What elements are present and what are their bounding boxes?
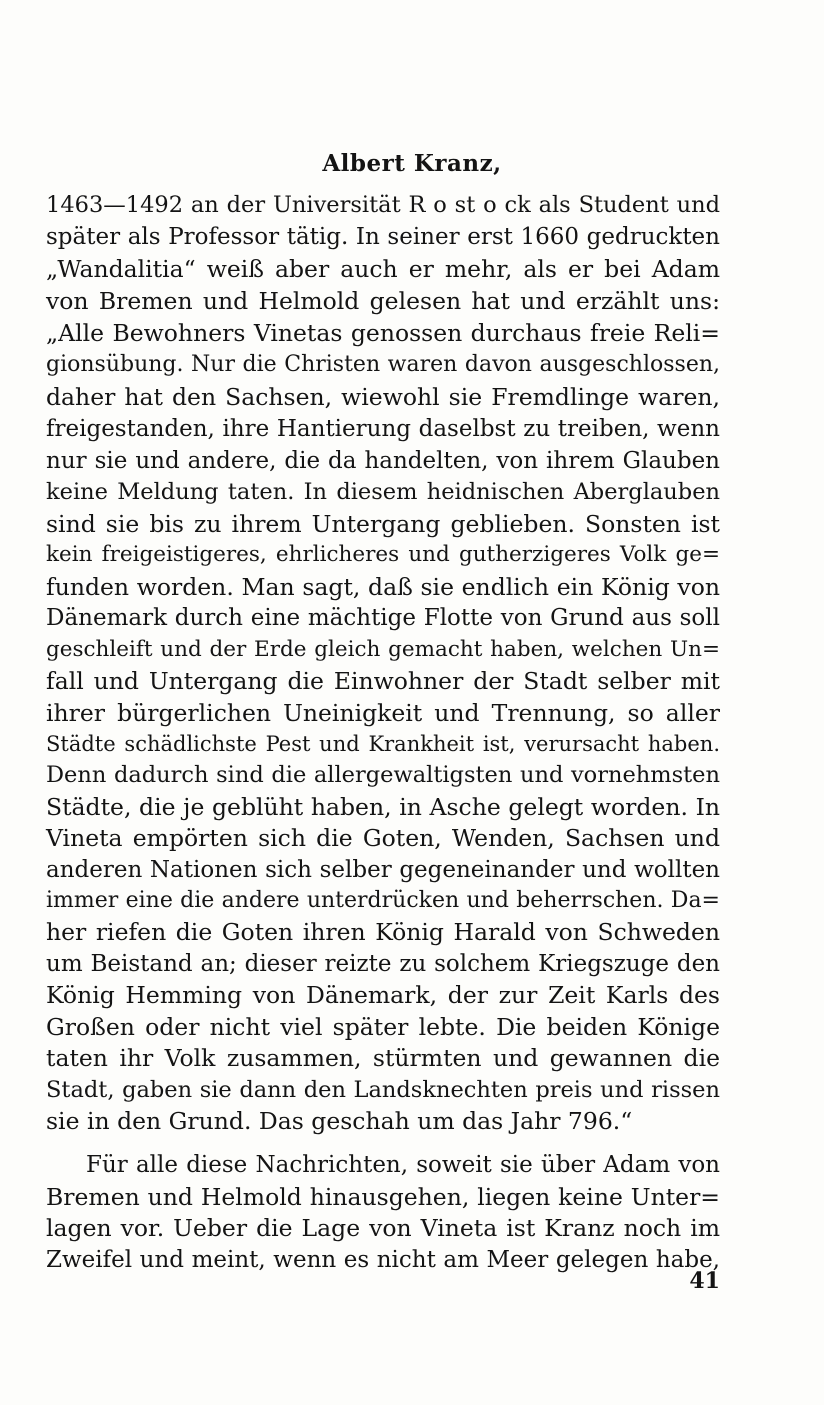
- text-line: Für alle diese Nachrichten, soweit sie über Adam von: [86, 1152, 720, 1178]
- text-line: taten ihr Volk zusammen, stürmten und gewannen die: [46, 1044, 720, 1072]
- page-number: 41: [689, 1268, 720, 1294]
- text-line: nur sie und andere, die da handelten, von ihrem Glauben: [46, 448, 720, 474]
- text-line: anderen Nationen sich selber gegeneinander und wollten: [46, 857, 720, 883]
- text-line: 1463—1492 an der Universität R o st o ck als Student und: [46, 192, 720, 218]
- text-line: gionsübung. Nur die Christen waren davon ausgeschlossen,: [46, 352, 720, 377]
- text-line: freigestanden, ihre Hantierung daselbst zu treiben, wenn: [46, 416, 720, 442]
- text-line: König Hemming von Dänemark, der zur Zeit Karls des: [46, 981, 720, 1009]
- text-line: sind sie bis zu ihrem Untergang geblieben. Sonsten ist: [46, 510, 720, 538]
- text-line: ihrer bürgerlichen Uneinigkeit und Trennung, so aller: [46, 699, 720, 727]
- text-line: später als Professor tätig. In seiner erst 1660 gedruckten: [46, 224, 720, 250]
- text-line: Bremen und Helmold hinausgehen, liegen keine Unter=: [46, 1183, 720, 1211]
- text-line: Denn dadurch sind die allergewaltigsten und vornehmsten: [46, 762, 720, 788]
- text-line: lagen vor. Ueber die Lage von Vineta ist Kranz noch im: [46, 1214, 720, 1242]
- text-line: her riefen die Goten ihren König Harald von Schweden: [46, 918, 720, 946]
- text-line: „Wandalitia“ weiß aber auch er mehr, als er bei Adam: [46, 255, 720, 283]
- text-line: Vineta empörten sich die Goten, Wenden, Sachsen und: [46, 824, 720, 852]
- text-line: geschleift und der Erde gleich gemacht haben, welchen Un=: [46, 637, 720, 662]
- text-line: Städte schädlichste Pest und Krankheit ist, verursacht haben.: [46, 732, 720, 756]
- text-line: um Beistand an; dieser reizte zu solchem Kriegszuge den: [46, 951, 720, 977]
- text-line: kein freigeistigeres, ehrlicheres und gutherzigeres Volk ge=: [46, 542, 720, 567]
- running-head: Albert Kranz,: [322, 150, 502, 177]
- text-line: immer eine die andere unterdrücken und beherrschen. Da=: [46, 888, 720, 913]
- text-line: fall und Untergang die Einwohner der Stadt selber mit: [46, 667, 720, 695]
- text-line: Dänemark durch eine mächtige Flotte von Grund aus soll: [46, 605, 720, 631]
- text-line: Städte, die je geblüht haben, in Asche gelegt worden. In: [46, 793, 720, 821]
- text-line: funden worden. Man sagt, daß sie endlich ein König von: [46, 573, 720, 601]
- text-line: daher hat den Sachsen, wiewohl sie Fremdlinge waren,: [46, 383, 720, 411]
- text-line: Zweifel und meint, wenn es nicht am Meer gelegen habe,: [46, 1247, 720, 1273]
- text-line: von Bremen und Helmold gelesen hat und erzählt uns:: [46, 287, 720, 315]
- text-line: sie in den Grund. Das geschah um das Jahr 796.“: [46, 1107, 633, 1135]
- text-line: „Alle Bewohners Vinetas genossen durchaus freie Reli=: [46, 319, 720, 347]
- text-line: Großen oder nicht viel später lebte. Die beiden Könige: [46, 1013, 720, 1041]
- text-line: keine Meldung taten. In diesem heidnischen Aberglauben: [46, 479, 720, 505]
- text-line: Stadt, gaben sie dann den Landsknechten preis und rissen: [46, 1077, 720, 1103]
